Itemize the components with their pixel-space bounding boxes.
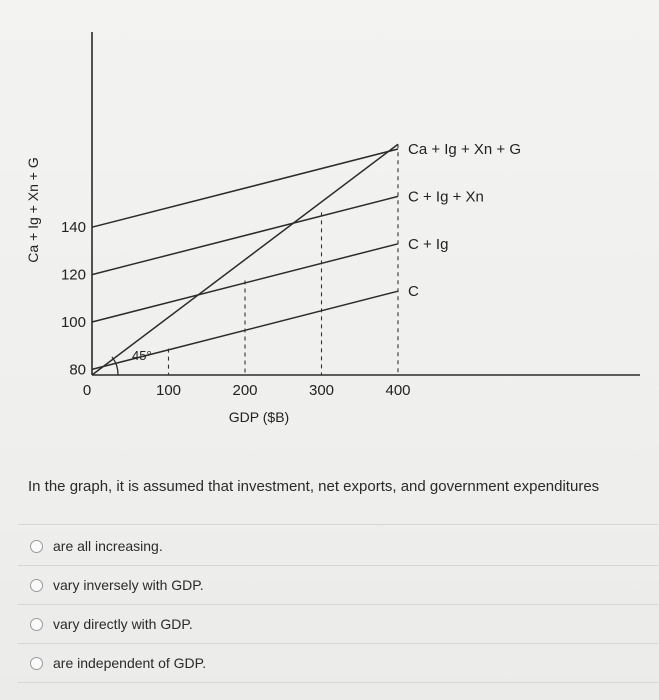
x-tick-label: 100 <box>155 382 182 399</box>
radio-button[interactable] <box>30 579 43 592</box>
series-end-label: Ca + Ig + Xn + G <box>408 140 521 158</box>
x-axis-label: GDP ($B) <box>228 409 290 425</box>
y-tick-label: 120 <box>60 266 86 284</box>
option-label: are independent of GDP. <box>53 655 207 671</box>
radio-button[interactable] <box>30 540 43 553</box>
divider <box>18 604 658 605</box>
series-end-label: C + Ig <box>408 235 449 253</box>
series-end-label: C + Ig + Xn <box>408 188 484 206</box>
y-axis-label: Ca + Ig + Xn + G <box>25 157 41 263</box>
y-tick-label: 100 <box>60 314 86 331</box>
divider <box>18 643 658 644</box>
angle-label: 45° <box>132 348 152 363</box>
divider <box>18 682 658 683</box>
option-independent[interactable] <box>30 655 206 671</box>
series-end-label: C <box>408 283 419 301</box>
option-label: vary inversely with GDP. <box>53 577 204 593</box>
option-all-increasing[interactable] <box>30 538 163 554</box>
series-line-c-ig-xn <box>92 196 398 274</box>
x-tick-label: 200 <box>232 382 258 399</box>
x-tick-label: 0 <box>82 382 92 399</box>
series-line-ca-ig-xn-g <box>92 149 398 227</box>
radio-button[interactable] <box>30 657 43 670</box>
option-vary-inversely[interactable] <box>30 577 204 593</box>
option-label: are all increasing. <box>53 538 163 554</box>
x-tick-label: 400 <box>385 382 411 399</box>
option-label: vary directly with GDP. <box>53 616 193 632</box>
question-text: In the graph, it is assumed that investment, net exports, and government expenditures <box>28 478 600 495</box>
y-tick-label: 140 <box>60 219 86 237</box>
divider <box>18 565 658 566</box>
x-tick-label: 300 <box>308 382 335 399</box>
y-tick-label: 80 <box>69 361 86 379</box>
option-vary-directly[interactable] <box>30 616 193 632</box>
divider <box>18 524 658 525</box>
radio-button[interactable] <box>30 618 43 631</box>
